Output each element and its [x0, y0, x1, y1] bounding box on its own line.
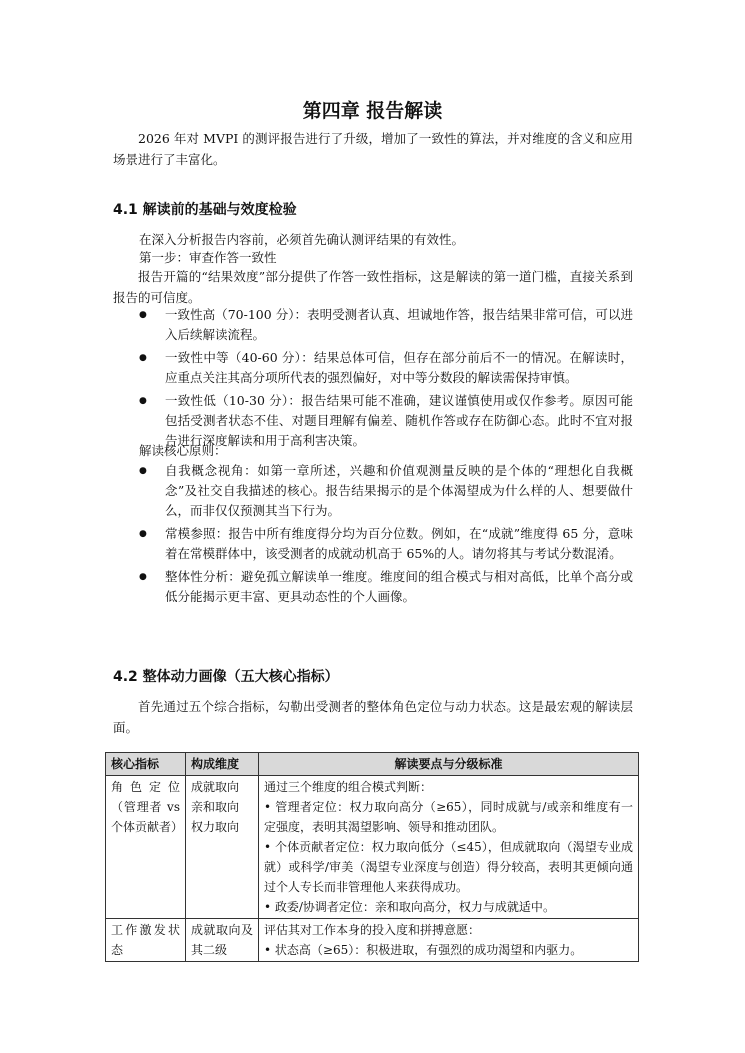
- table-header-row: [106, 753, 639, 776]
- indicator-table: [105, 752, 639, 962]
- consistency-list: [139, 305, 633, 454]
- list-item: ● 整体性分析：避免孤立解读单一维度。维度间的组合模式与相对高低，比单个高分或低分能揭示更丰富、更具动态性的个人画像。: [139, 567, 633, 607]
- list-item: ● 一致性中等（40-60 分）：结果总体可信，但存在部分前后不一的情况。在解读时，应重点关注其高分项所代表的强烈偏好，对中等分数段的解读需保持审慎。: [139, 348, 633, 388]
- list-item: ● 常模参照：报告中所有维度得分均为百分位数。例如，在“成就”维度得 65 分，意味着在常模群体中，该受测者的成就动机高于 65%的人。请勿将其与考试分数混淆。: [139, 524, 633, 564]
- principles-label: 解读核心原则：: [139, 443, 227, 458]
- table-header-cell: 构成维度: [186, 753, 259, 776]
- point-line: • 管理者定位：权力取向高分（≥65），同时成就与/或亲和维度有一定强度，表明其渴望影响、领导和推动团队。: [264, 800, 633, 834]
- section-4-1-p1: 在深入分析报告内容前，必须首先确认测评结果的有效性。: [139, 232, 465, 247]
- list-item: ● 一致性高（70-100 分）：表明受测者认真、坦诚地作答，报告结果非常可信，可以进入后续解读流程。: [139, 305, 633, 345]
- point-line: 评估其对工作本身的投入度和拼搏意愿：: [264, 923, 481, 937]
- section-4-2-title: 4.2 整体动力画像（五大核心指标）: [113, 669, 339, 685]
- section-4-1-p2: 报告开篇的“结果效度”部分提供了作答一致性指标，这是解读的第一道门槛，直接关系到报告的可信度。: [113, 269, 633, 305]
- table-row: [106, 776, 639, 919]
- point-line: • 个体贡献者定位：权力取向低分（≤45），但成就取向（渴望专业成就）或科学/审美（渴望专业深度与创造）得分较高，表明其更倾向通过个人专长而非管理他人来获得成功。: [264, 840, 633, 894]
- list-item: ● 自我概念视角：如第一章所述，兴趣和价值观测量反映的是个体的“理想化自我概念”及社交自我描述的核心。报告结果揭示的是个体渴望成为什么样的人、想要做什么，而非仅仅预测其当下行为。: [139, 461, 633, 521]
- principles-list: [139, 461, 633, 610]
- list-item: ● 一致性低（10-30 分）：报告结果可能不准确，建议谨慎使用或仅作参考。原因可能包括受测者状态不佳、对题目理解有偏差、随机作答或存在防御心态。此时不宜对报告进行深度解读和用于高利害决策。: [139, 391, 633, 451]
- table-header-cell: 解读要点与分级标准: [259, 753, 639, 776]
- point-line: 通过三个维度的组合模式判断：: [264, 780, 433, 794]
- section-4-2-p1: 首先通过五个综合指标，勾勒出受测者的整体角色定位与动力状态。这是最宏观的解读层面。: [113, 699, 633, 735]
- point-line: • 政委/协调者定位：亲和取向高分，权力与成就适中。: [264, 900, 555, 914]
- step-1-label: 第一步：审查作答一致性: [139, 250, 277, 265]
- table-row: [106, 919, 639, 962]
- chapter-title: 第四章 报告解读: [302, 100, 443, 122]
- dimension-cell: 成就取向及其二级: [186, 919, 259, 962]
- table-header-cell: 核心指标: [106, 753, 186, 776]
- indicator-cell: 角色定位（管理者 vs 个体贡献者）: [106, 776, 186, 919]
- intro-paragraph: 2026 年对 MVPI 的测评报告进行了升级，增加了一致性的算法，并对维度的含义和应用场景进行了丰富化。: [113, 131, 633, 167]
- dimension-cell: 成就取向 亲和取向 权力取向: [186, 776, 259, 919]
- indicator-cell: 工作激发状态: [106, 919, 186, 962]
- point-line: • 状态高（≥65）：积极进取，有强烈的成功渴望和内驱力。: [264, 943, 583, 957]
- points-cell: [259, 919, 639, 962]
- section-4-1-title: 4.1 解读前的基础与效度检验: [113, 202, 297, 218]
- points-cell: [259, 776, 639, 919]
